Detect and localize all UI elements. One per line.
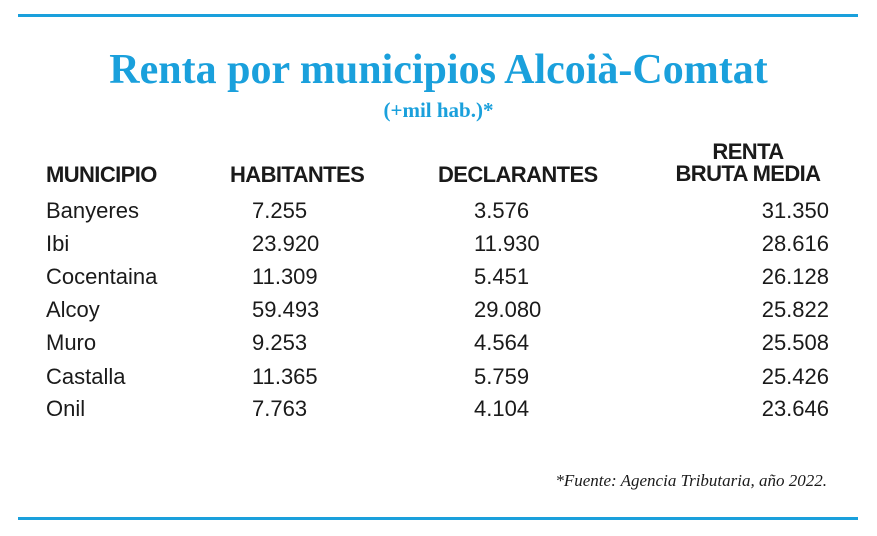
cell-municipio: Muro	[46, 330, 97, 355]
page-subtitle: (+mil hab.)*	[383, 98, 494, 122]
top-rule	[18, 14, 858, 17]
cell-habitantes: 9.253	[252, 330, 308, 355]
cell-declarantes: 5.759	[474, 364, 530, 389]
table-row	[0, 231, 877, 264]
cell-renta: 28.616	[761, 231, 829, 256]
cell-municipio: Ibi	[46, 231, 70, 256]
cell-renta: 23.646	[761, 396, 829, 421]
cell-habitantes: 11.365	[252, 364, 318, 389]
table-row	[0, 264, 877, 297]
cell-municipio: Onil	[46, 396, 86, 421]
header-municipio: MUNICIPIO	[46, 162, 157, 187]
cell-declarantes: 29.080	[474, 297, 542, 322]
page-title: Renta por municipios Alcoià-Comtat	[109, 47, 768, 93]
cell-municipio: Castalla	[46, 364, 126, 389]
table-row	[0, 396, 877, 429]
table-row	[0, 297, 877, 330]
header-renta-bruta-media	[668, 141, 828, 185]
cell-habitantes: 11.309	[252, 264, 318, 289]
cell-municipio: Alcoy	[46, 297, 100, 322]
cell-declarantes: 4.104	[474, 396, 530, 421]
table-row	[0, 364, 877, 397]
cell-renta: 31.350	[761, 198, 829, 223]
header-renta-line1: RENTA	[712, 139, 784, 164]
source-note: *Fuente: Agencia Tributaria, año 2022.	[555, 471, 827, 490]
cell-renta: 26.128	[761, 264, 829, 289]
cell-declarantes: 5.451	[474, 264, 530, 289]
cell-habitantes: 7.255	[252, 198, 308, 223]
cell-renta: 25.508	[761, 330, 829, 355]
cell-municipio: Banyeres	[46, 198, 139, 223]
table-row	[0, 330, 877, 363]
cell-habitantes: 23.920	[252, 231, 320, 256]
cell-habitantes: 59.493	[252, 297, 320, 322]
header-habitantes: HABITANTES	[230, 162, 365, 187]
table-row	[0, 198, 877, 231]
header-declarantes: DECLARANTES	[438, 162, 598, 187]
cell-renta: 25.822	[761, 297, 829, 322]
header-renta-line2: BRUTA MEDIA	[675, 161, 821, 186]
cell-declarantes: 3.576	[474, 198, 530, 223]
cell-declarantes: 4.564	[474, 330, 530, 355]
cell-habitantes: 7.763	[252, 396, 308, 421]
cell-renta: 25.426	[761, 364, 829, 389]
cell-declarantes: 11.930	[474, 231, 540, 256]
cell-municipio: Cocentaina	[46, 264, 158, 289]
bottom-rule	[18, 517, 858, 520]
